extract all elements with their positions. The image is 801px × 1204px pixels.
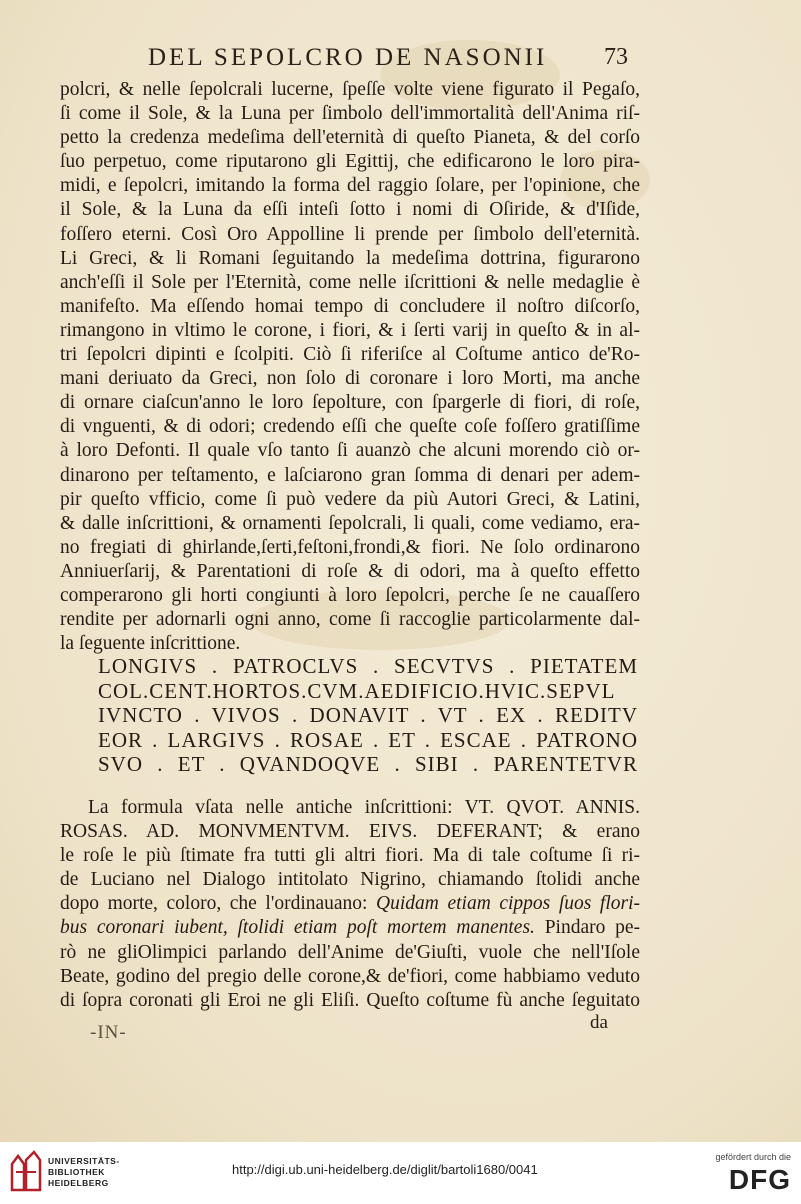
dfg-logo: DFG xyxy=(728,1164,791,1195)
text-line: di ſopra coronati gli Eroi ne gli Eliſi. Queſto coſtume fù anche ſeguitato xyxy=(60,989,640,1011)
page-number: 73 xyxy=(604,44,628,70)
text-line: la ſeguente inſcrittione. xyxy=(60,633,241,655)
text-line: rendite per adornarli ogni anno, come ſi raccoglie particolarmente dal- xyxy=(60,609,640,631)
inscription-line: EOR . LARGIVS . ROSAE . ET . ESCAE . PATRONO xyxy=(98,727,638,752)
viewer-footer xyxy=(0,1142,801,1204)
text-line: pir queſto vfficio, come ſi può vedere da più Autori Greci, & Latini, xyxy=(60,488,640,510)
text-line: petto la credenza medeſima dell'eternità di queſto Pianeta, & del corſo xyxy=(60,127,640,149)
text-roman: Pindaro pe- xyxy=(544,917,640,939)
text-line: tri ſepolcri dipinti e ſcolpiti. Ciò ſi riferiſce al Coſtume antico de'Ro- xyxy=(60,344,640,366)
inscription-line: IVNCTO . VIVOS . DONAVIT . VT . EX . REDITV xyxy=(98,703,638,727)
paragraph-1 xyxy=(60,78,640,656)
text-line: midi, e ſepolcri, imitando la forma del raggio ſolare, per l'opinione, che xyxy=(60,175,640,197)
text-line: La formula vſata nelle antiche inſcrittioni: VT. QVOT. ANNIS. xyxy=(88,797,640,818)
text-line: à loro Defonti. Il quale vſo tanto ſi auanzò che alcuni morendo ciò or- xyxy=(60,440,640,462)
paragraph-2 xyxy=(60,796,640,1013)
text-line: comperarono gli horti congiunti à loro ſepolcri, perche ſe ne cauaſſero xyxy=(60,584,640,606)
text-line-mixed xyxy=(60,892,640,916)
text-line: rimangono in vltimo le corone, i fiori, & i ſerti varij in queſto & in al- xyxy=(60,319,640,341)
source-url-link[interactable]: http://digi.ub.uni-heidelberg.de/diglit/bartoli1680/0041 xyxy=(232,1162,538,1177)
text-line: di ornare ciaſcun'anno le loro ſepolture, con ſpargerle di fiori, di roſe, xyxy=(60,392,640,414)
running-title: DEL SEPOLCRO DE NASONII xyxy=(148,44,548,71)
institution-line: BIBLIOTHEK xyxy=(48,1167,105,1177)
text-line: ROSAS. AD. MONVMENTVM. EIVS. DEFERANT; & erano xyxy=(60,821,640,843)
text-roman: dopo morte, coloro, che l'ordinauano: xyxy=(60,893,368,915)
text-line: ſuo perpetuo, come riputarono gli Egittij, che edificarono le loro pira- xyxy=(60,151,640,173)
text-line: anch'eſſi il Sole per l'Eternità, come nelle iſcrittioni & nelle medaglie è xyxy=(60,271,640,293)
inscription-line: COL.CENT.HORTOS.CVM.AEDIFICIO.HVIC.SEPVL xyxy=(98,678,616,703)
institution-line: HEIDELBERG xyxy=(48,1178,109,1188)
institution-line: UNIVERSITÄTS- xyxy=(48,1156,120,1166)
text-line-mixed xyxy=(60,916,640,940)
text-line: il Sole, & la Luna da eſſi inteſi ſotto i nomi di Oſiride, & d'Iſide, xyxy=(60,199,640,221)
inscription-line: LONGIVS . PATROCLVS . SECVTVS . PIETATEM xyxy=(98,654,638,678)
text-line: le roſe le più ſtimate fra tutti gli altri fiori. Ma di tale coſtume ſi ri- xyxy=(60,845,640,867)
institution-name xyxy=(48,1156,120,1189)
text-line: no fregiati di ghirlande,ſerti,feſtoni,frondi,& fiori. Ne ſolo ordinarono xyxy=(60,536,640,558)
text-line: foſſero eterni. Così Oro Appolline li prende per ſimbolo dell'eternità. xyxy=(60,223,640,245)
quotation-italic: Quidam etiam cippos ſuos flori- xyxy=(376,893,640,915)
latin-inscription xyxy=(98,654,638,777)
text-line: rò ne gliOlimpici parlando dell'Anime de'Giuſti, vuole che nell'Iſole xyxy=(60,941,640,963)
quotation-italic: bus coronari iubent, ſtolidi etiam poſt mortem manentes. xyxy=(60,917,535,939)
signature-mark: -IN- xyxy=(90,1022,127,1043)
text-line: ſi come il Sole, & la Luna per ſimbolo dell'immortalità dell'Anima riſ- xyxy=(60,103,640,125)
funder-label: gefördert durch die xyxy=(715,1152,791,1162)
text-line: manifeſto. Ma eſſendo homai tempo di concludere il noſtro diſcorſo, xyxy=(60,295,640,317)
text-line: mani deriuato da Greci, non ſolo di coronare i loro Morti, ma anche xyxy=(60,368,640,390)
text-line: Anniuerſarij, & Parentationi di roſe & di odori, ma à queſto effetto xyxy=(60,560,640,582)
catchword: da xyxy=(590,1012,608,1033)
text-line: & dalle inſcrittioni, & ornamenti ſepolcrali, li quali, come vediamo, era- xyxy=(60,512,640,534)
text-line: Li Greci, & li Romani ſeguitando la medeſima dottrina, figurarono xyxy=(60,247,640,269)
text-line: dinarono per teſtamento, e laſciarono gran ſomma di denari per adem- xyxy=(60,464,640,486)
text-line: polcri, & nelle ſepolcrali lucerne, ſpeſſe volte viene figurato il Pegaſo, xyxy=(60,79,640,100)
running-header xyxy=(148,44,628,76)
university-logo-icon xyxy=(8,1150,44,1194)
text-line: Beate, godino del pregio delle corone,& de'fiori, come habbiamo veduto xyxy=(60,965,640,987)
text-line: de Luciano nel Dialogo intitolato Nigrino, chiamando ſtolidi anche xyxy=(60,869,640,891)
inscription-line: SVO . ET . QVANDOQVE . SIBI . PARENTETVR xyxy=(98,752,638,776)
text-line: di vnguenti, & di odori; credendo eſſi che queſte coſe foſſero gratiſſime xyxy=(60,416,640,438)
